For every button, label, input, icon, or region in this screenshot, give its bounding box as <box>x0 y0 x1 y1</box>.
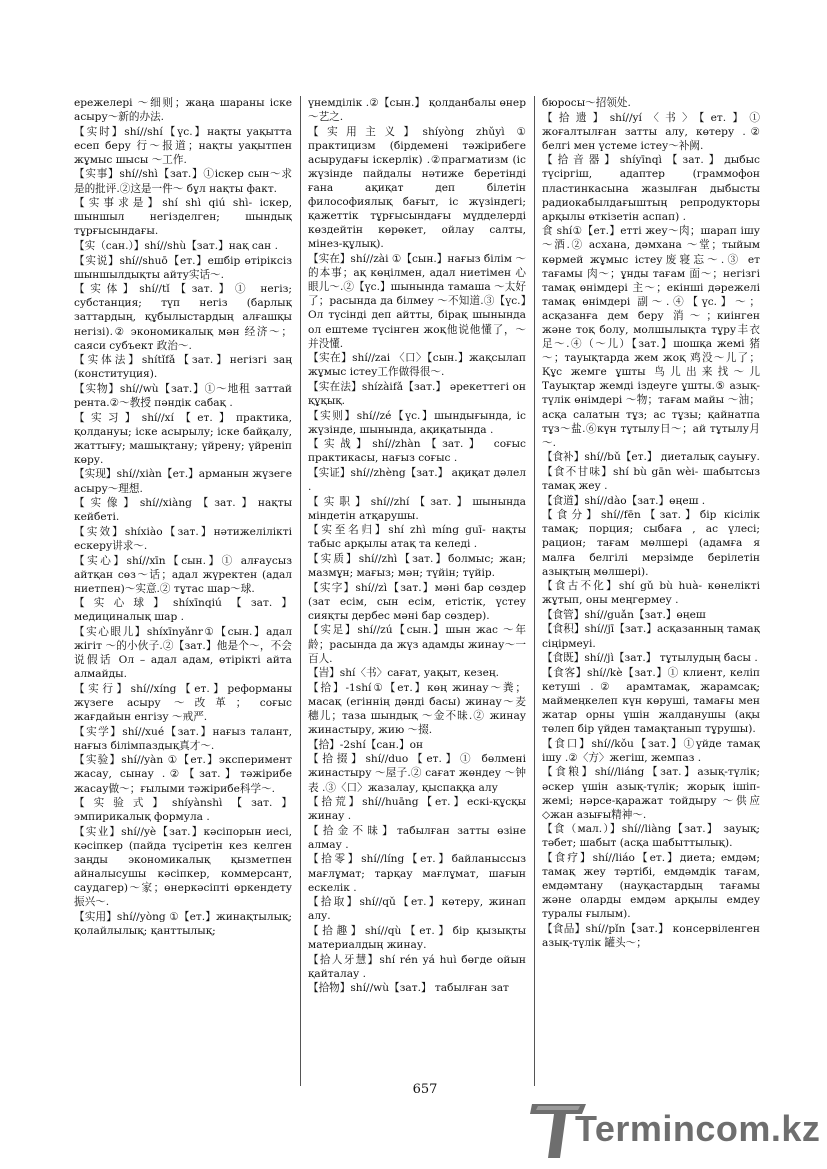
dictionary-entry: 【实至名归】shí zhì míng guī- нақты табыс арқылы атақ та келеді . <box>308 524 526 551</box>
dictionary-page <box>74 96 760 1086</box>
dictionary-entry: 【拾】-1shí①【ет.】көң жинау～粪；масақ (егіннің дәнді басы) жинау～麦穗儿；таза шындық ～金不昧.② жинау жинастыру, жию ～掇. <box>308 681 526 737</box>
dictionary-entry: 【拾金不昧】табылған затты өзіне алмау . <box>308 824 526 851</box>
dictionary-entry: 【实说】shí//shuō【ет.】ешбір өтіріксіз шыншылдықты айту实话～. <box>74 254 292 281</box>
dictionary-entry: 【食口】shí//kǒu【зат.】①үйде тамақ ішу .②〈方〉жегіш, жемпаз . <box>542 737 760 764</box>
dictionary-entry: 【实体法】shítǐfǎ【зат.】негізгі заң (конституция). <box>74 354 292 381</box>
dictionary-entry: 【食分】shí//fēn【зат.】бір кісілік тамақ; порция; сыбаға , ас үлесі; рацион; тағам мөлшері (адамға я малға белгілі мерзімде берілетін азықтың мөлшері). <box>542 509 760 578</box>
dictionary-entry: 【实时】shí//shí【үс.】нақты уақытта есеп беру 行～报道；нақты уақытпен жұмыс шысы ～工作. <box>74 125 292 166</box>
dictionary-entry: 【食补】shí//bǔ【ет.】 диеталық сауығу. <box>542 451 760 464</box>
dictionary-entry: 【实在法】shízàifǎ【зат.】 әрекеттегі он құқық. <box>308 380 526 407</box>
dictionary-entry: 【拾趣】shí//qù【ет.】бір қызықты материалдың жинау. <box>308 924 526 952</box>
dictionary-entry: 【拾】-2shí【сан.】он <box>308 738 424 751</box>
column-left <box>74 96 292 1086</box>
dictionary-entry: 【拾取】shí//qǔ【ет.】көтеру, жинап алу. <box>308 896 526 923</box>
dictionary-entry: 【拾遗】shí//yí〈书〉【ет.】① жоғалтылған затты алу, көтеру .② белгі мен үстеме істеу～补阙. <box>542 111 760 152</box>
dictionary-entry: 【拾零】shí//líng【ет.】байланыссыз мағлұмат; тарқау мағлұмат, шағын ескелік . <box>308 853 526 894</box>
dictionary-entry: 【拾物】shí//wù【зат.】 табылған зат <box>308 982 509 995</box>
dictionary-entry: 【实业】shí//yè【зат.】кәсіпорын иесі, кәсіпкер (пайда түсіретін кез келген заңды экономикалық қызметпен айналысушы кәсіпкер, коммерсант, саудагер)～家；өнеркәсіпті өркендету振兴～. <box>74 825 292 909</box>
dictionary-entry: 【旹】shí〈书〉сағат, уақыт, кезең. <box>308 667 500 680</box>
dictionary-entry: 【实像】shí//xiàng【зат.】нақты кейбеті. <box>74 497 292 524</box>
dictionary-entry: 【实习】shí//xí【ет.】практика, қолдануы; іске асырылу; іске байқалу, жаттығу; машықтану; үйрену; үйреніп көру. <box>74 411 292 466</box>
dictionary-entry: 【实用】shí//yòng ①【ет.】жинақтылық; қолайлылық; қанттылық; <box>74 910 292 937</box>
dictionary-entry: 【实职】shí//zhí【зат.】шынында міндетін атқарушы. <box>308 495 526 522</box>
dictionary-entry: 【实心】shí//xīn【сын.】① алғаусыз айтқан сөз～话；адал жүректен (адал ниетпен)～实意.② тұтас шар～球. <box>74 554 292 595</box>
column-right <box>542 96 760 1086</box>
dictionary-entry: 【实物】shí//wù【зат.】①～地租 заттай рента.②～教授 пәндік сабақ . <box>74 382 292 409</box>
dictionary-entry: 【拾荒】shí//huāng【ет.】ескі-құсқы жинау . <box>308 796 526 823</box>
dictionary-entry: 【拾掇】shí//duo【ет.】① бөлмені жинастыру ～屋子.② сағат жөндеу ～钟表 .③〈口〉жазалау, қыспаққа алу <box>308 753 526 794</box>
dictionary-entry: 【实足】shí//zú【сын.】шын жас ～年龄；расында да жүз адамды жинау～一百人. <box>308 624 526 665</box>
dictionary-entry: 【食道】shí//dào【зат.】өңеш . <box>542 494 706 507</box>
dictionary-entry: 【实事求是】shí shì qiú shì- іскер, шыншыл негізделген; шындық тұрғысындағы. <box>74 197 292 238</box>
dictionary-entry: 【实事】shí//shì【зат.】①іскер сын～求是的批评.②这是一件～ бұл нақты факт. <box>74 168 292 195</box>
dictionary-entry: ережелері ～细则；жаңа шараны іске асыру～新的办法. <box>74 97 292 124</box>
dictionary-entry: 【食粮】shí//liáng【зат.】азық-түлік; әскер үшін азық-түлік; жорық ішіп-жемі; нәрсе-қаражат тойдыру ～供应◇жан азығы精神～. <box>542 766 760 821</box>
dictionary-entry: 【拾人牙慧】shí rén yá huì бөгде ойын қайталау . <box>308 953 526 980</box>
dictionary-entry: 【拾音器】shíyīnqì【зат.】дыбыс түсіргіш, адаптер (граммофон пластинкасына жазылған дыбысты радиокабылдағыштың репродукторы арқылы өткізетін аспап) . <box>542 154 760 223</box>
termincom-logo[interactable] <box>530 1100 820 1160</box>
dictionary-entry: 【实心球】shíxīnqiú【зат.】медициналық шар . <box>74 597 292 624</box>
dictionary-entry: 食 shí①【ет.】етті жеу～肉；шарап ішу ～酒.② асхана, дәмхана ～堂；тыйым көрмей жұмыс істеу废寝忘～.③ ет тағамы 肉～；ұнды тағам 面～；негізгі тамақ өнімдері 主～；екінші дәрежелі тамақ өнімдері 副～.④【үс.】～；асқазанға дем беру 消～；киінген және тоқ болу, молшылықта тұру丰衣足～.④（～儿）【зат.】шошқа жемі 猪～；тауықтарда жем жоқ 鸡没～儿了；Құс жемге ұшты 鸟儿出来找～儿 Тауықтар жемді іздеуге ұшты.⑤ азық-түлік өнімдері ～物；тағам майы ～油；асқа салатын тұз; ас тұзы; қайнатпа тұз～盐.⑥күн тұтылу日～；ай тұтылу月～. <box>542 225 760 449</box>
dictionary-entry: 【食疗】shí//liáo【ет.】диета; емдәм; тамақ жеу тәртібі, емдәмдік тағам, емдәмтану (науқастардың тағамы және оларды емдәм арқылы емдеу туралы ғылым). <box>542 851 760 921</box>
dictionary-entry: 【实在】shí//zài ①【сын.】нағыз білім ～的本事；ақ көңілмен, адал ниетімен 心眼儿～.②【үс.】шынында тамаша ～太好了；расында да білмеу ～不知道.③【үс.】Ол түсінді деп айтты, бірақ шынында ол ештеме түсінген жоқ他说他懂了，～并没懂. <box>308 253 526 350</box>
dictionary-entry: 【实战】shí//zhàn【зат.】 соғыс практикасы, нағыз соғыс . <box>308 438 526 465</box>
dictionary-entry: үнемділік .②【сын.】 қолданбалы өнер～艺之. <box>308 97 526 124</box>
dictionary-entry: 【实验】shí//yàn ①【ет.】эксперимент жасау, сынау .②【зат.】тәжірибе жасау做～；ғылыми тәжірибе科学～. <box>74 754 292 795</box>
dictionary-entry: 【实字】shí//zì【зат.】мәні бар сөздер (зат есім, сын есім, етістік, үстеу сияқты дербес мәні бар сөздер). <box>308 581 526 622</box>
dictionary-entry: 【实现】shí//xiàn【ет.】арманын жүзеге асыру～理想. <box>74 468 292 495</box>
dictionary-entry: 【食既】shí//jì【зат.】 тұтылудың басы . <box>542 652 758 665</box>
dictionary-entry: 【食品】shí//pǐn【зат.】 консервіленген азық-түлік 罐头～； <box>542 922 760 950</box>
dictionary-entry: 【实验式】shíyànshì【зат.】эмпирикалық формула . <box>74 797 292 824</box>
dictionary-entry: 【实（сан.）】shí//shù【зат.】нақ сан . <box>74 239 278 252</box>
dictionary-entry: 【实质】shí//zhì【зат.】болмыс; жан; мазмұн; мағыз; мән; түйін; түйір. <box>308 553 526 580</box>
dictionary-entry: 【食（мал.）】shí//liàng【зат.】 зауық; тәбет; шабыт (асқа шабыттылық). <box>542 823 760 850</box>
dictionary-entry: 【实效】shíxiào【зат.】нәтижелілікті ескеру讲求～. <box>74 525 292 552</box>
dictionary-entry: 【实行】shí//xíng【ет.】реформаны жүзеге асыру ～改革； соғыс жағдайын енгізу ～戒严. <box>74 682 292 724</box>
dictionary-entry: 【食客】shí//kè【зат.】① клиент, келіп кетуші .② арамтамақ, жарамсақ; маймеңкелеп күн көруші, тамағы мен жатар орны үшін жалданушы (ақы төлеп бір үйден тамақтанып тұрушы). <box>542 666 760 736</box>
dictionary-entry: 【实用主义】shíyòng zhǔyì ① практицизм (бірдеменi тәжірибеге асырудағы іскерлік) .②прагматизм (іс жүзінде пайдалы нәтиже беретінді ғана ақиқат деп білетін философиялық бағыт, іс жүзіндегі; қажеттік тұрғысындағы мүдделерді көздейтін көрөкет, ойлау салты, мінез-құлық). <box>308 125 526 251</box>
dictionary-entry: 【食积】shí//jī【зат.】асқазанның тамақ сіңірмеуі. <box>542 623 760 650</box>
dictionary-entry: 【实体】shí//tǐ【зат.】① негіз; субстанция; түп негіз (барлық заттардың, құбылыстардың алғашқы негізі).② экономикалық мән 经济～；саяси субъект 政治～. <box>74 283 292 352</box>
dictionary-entry: 【食古不化】shí gǔ bù huà- көнелікті жұтып, оны меңгермеу . <box>542 580 760 607</box>
dictionary-entry: 【实心眼儿】shíxīnyǎnr①【сын.】адал жігіт ～的小伙子.②【зат.】他是个～，不会说假话 Ол – адал адам, өтірікті айта алмайды. <box>74 625 292 681</box>
dictionary-entry: бюросы～招领处. <box>542 97 631 109</box>
dictionary-entry: 【食管】shí//guǎn【зат.】өңеш <box>542 608 706 621</box>
page-number: 657 <box>412 1082 438 1097</box>
column-divider <box>300 96 301 1086</box>
dictionary-entry: 【实学】shí//xué【зат.】нағыз талант, нағыз білімпаздық真才～. <box>74 725 292 752</box>
column-middle <box>308 96 526 1086</box>
dictionary-entry: 【实则】shí//zé【үс.】шындығында, іс жүзінде, шынында, ақиқатында . <box>308 409 526 436</box>
dictionary-entry: 【实在】shí//zai 〈口〉【сын.】жақсылап жұмыс істеу工作做得很～. <box>308 352 526 379</box>
dictionary-entry: 【实证】shí//zhèng【зат.】 ақиқат дәлел . <box>308 466 526 494</box>
column-divider <box>534 96 535 1086</box>
logo-text: Termincom.kz <box>575 1108 821 1149</box>
dictionary-entry: 【食不甘味】shí bù gān wèi- шабытсыз тамақ жеу . <box>542 465 760 493</box>
